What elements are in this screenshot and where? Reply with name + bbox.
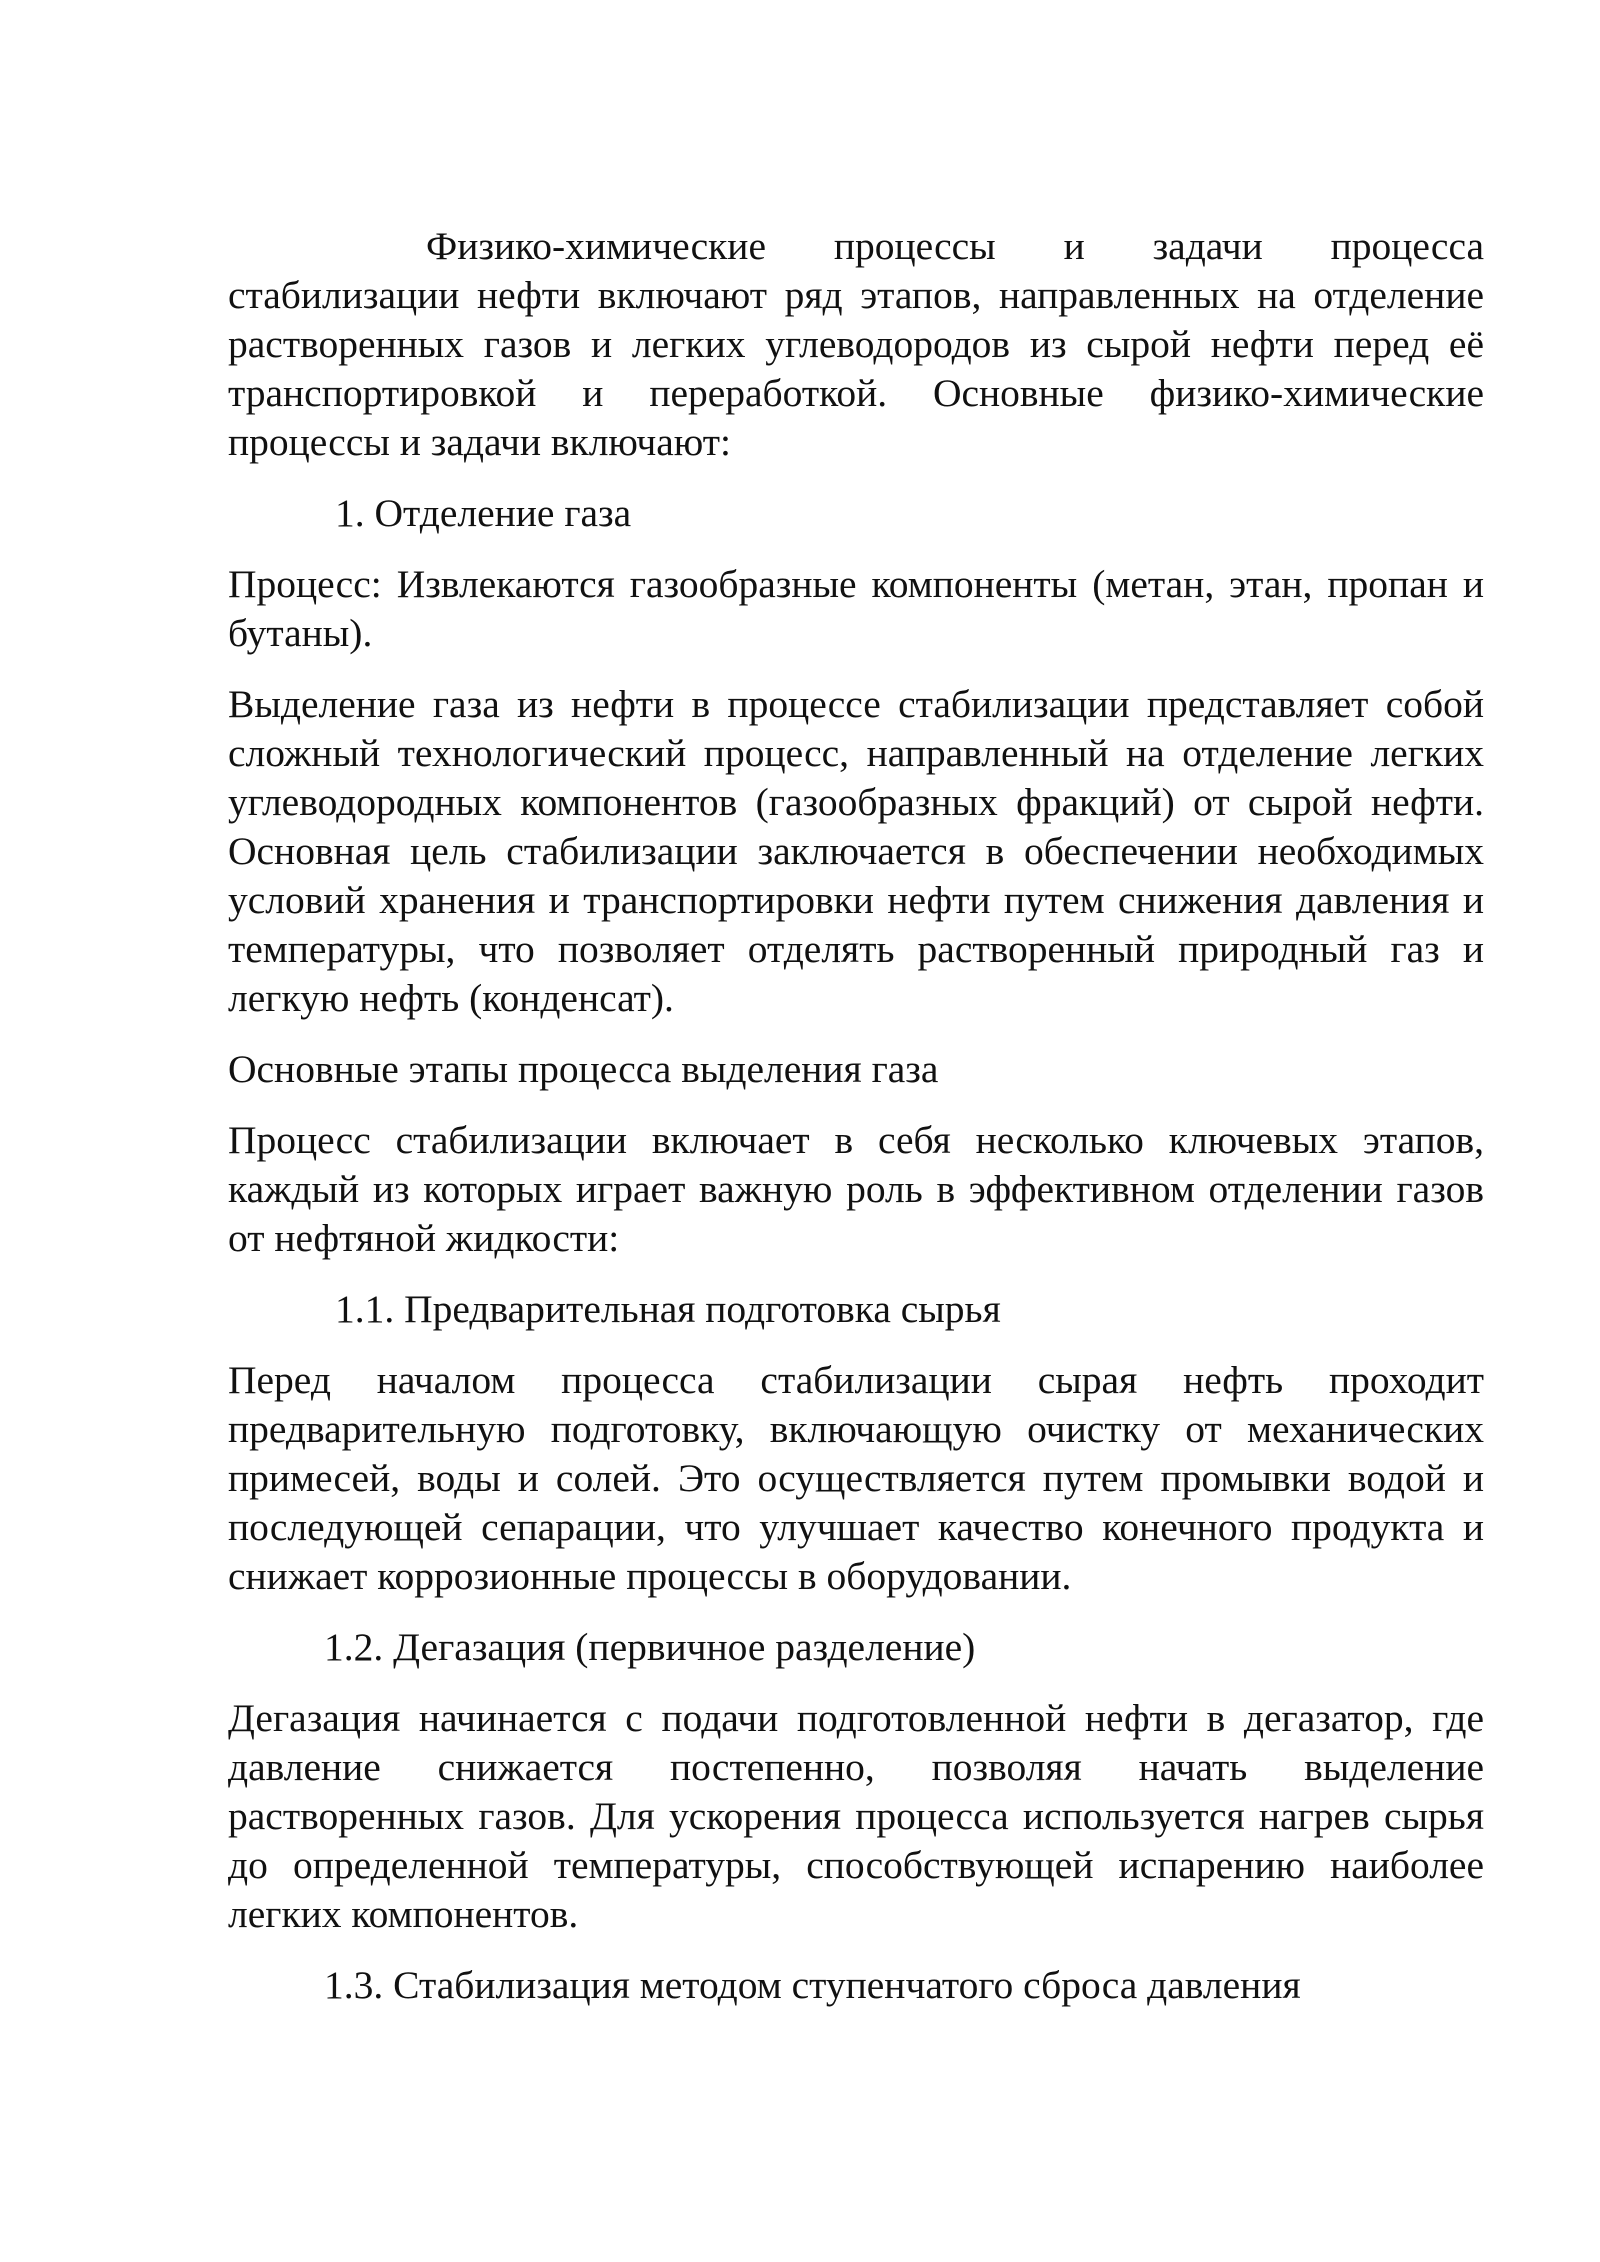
preparation-paragraph: Перед началом процесса стабилизации сырая нефть проходит предварительную подготовку, включающую очистку от механических примесей, воды и солей. Это осуществляется путем промывки водой и последующей сепарации, что улучшает качество конечного продукта и снижает коррозионные процессы в оборудовании. (228, 1358, 1484, 1598)
section-heading-1-1: 1.1. Предварительная подготовка сырья (335, 1287, 1001, 1331)
gas-separation-paragraph: Выделение газа из нефти в процессе стабилизации представляет собой сложный технологический процесс, направленный на отделение легких углеводородных компонентов (газообразных фракций) от сырой нефти. Основная цель стабилизации заключается в обеспечении необходимых условий хранения и транспортировки нефти путем снижения давления и температуры, что позволяет отделять растворенный природный газ и легкую нефть (конденсат). (228, 682, 1484, 1020)
degassing-paragraph: Дегазация начинается с подачи подготовленной нефти в дегазатор, где давление снижается постепенно, позволяя начать выделение растворенных газов. Для ускорения процесса используется нагрев сырья до определенной температуры, способствующей испарению наиболее легких компонентов. (228, 1696, 1484, 1936)
stages-intro-paragraph: Процесс стабилизации включает в себя несколько ключевых этапов, каждый из которых играет важную роль в эффективном отделении газов от нефтяной жидкости: (228, 1118, 1484, 1260)
section-heading-1-2: 1.2. Дегазация (первичное разделение) (324, 1625, 976, 1669)
document-page (228, 222, 1484, 2010)
section-heading-1: 1. Отделение газа (335, 491, 632, 535)
stages-title: Основные этапы процесса выделения газа (228, 1047, 939, 1091)
process-paragraph: Процесс: Извлекаются газообразные компоненты (метан, этан, пропан и бутаны). (228, 562, 1484, 655)
intro-paragraph: Физико-химические процессы и задачи процесса стабилизации нефти включают ряд этапов, направленных на отделение растворенных газов и легких углеводородов из сырой нефти перед её транспортировкой и переработкой. Основные физико-химические процессы и задачи включают: (228, 224, 1484, 464)
section-heading-1-3: 1.3. Стабилизация методом ступенчатого сброса давления (324, 1963, 1301, 2007)
